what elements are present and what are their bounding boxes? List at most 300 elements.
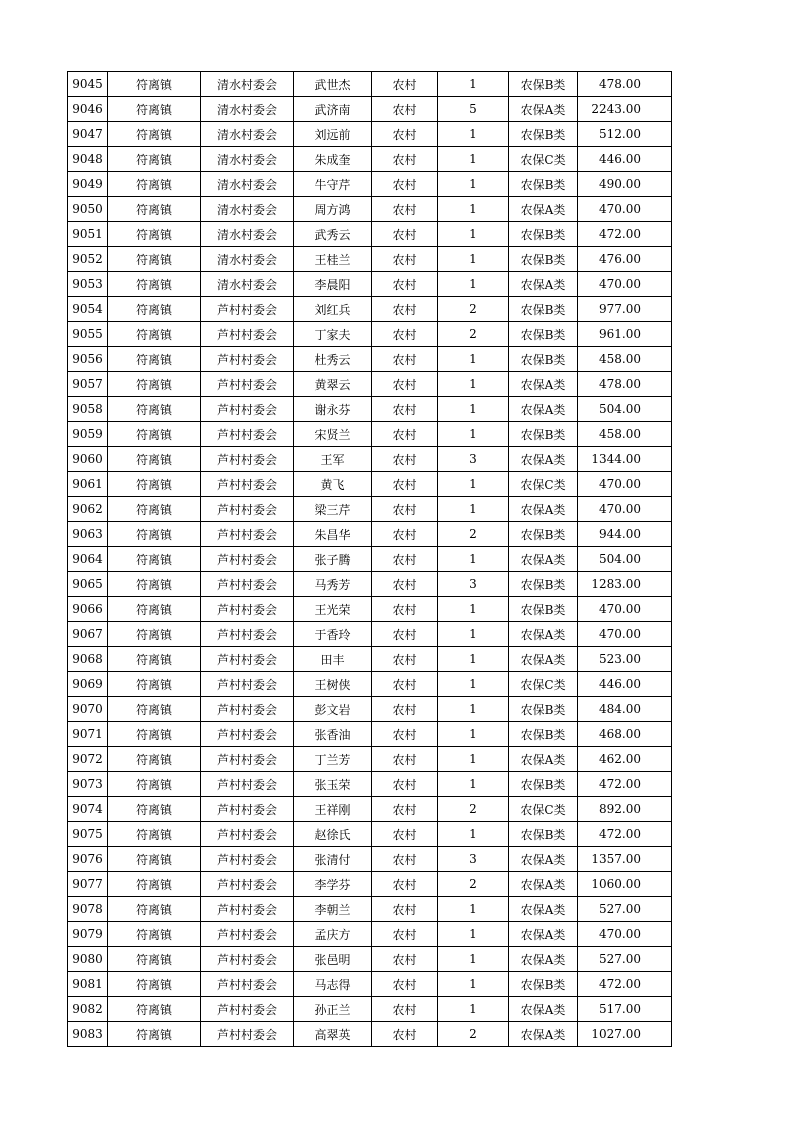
cell-name: 王祥刚 — [294, 797, 372, 822]
cell-amount: 470.00 — [578, 922, 672, 947]
table-row — [68, 272, 672, 297]
cell-count: 1 — [438, 647, 509, 672]
cell-amount: 472.00 — [578, 972, 672, 997]
cell-town: 符离镇 — [108, 222, 201, 247]
cell-name: 李朝兰 — [294, 897, 372, 922]
cell-id: 9081 — [68, 972, 108, 997]
cell-amount: 484.00 — [578, 697, 672, 722]
cell-id: 9083 — [68, 1022, 108, 1047]
cell-type: 农村 — [372, 97, 438, 122]
cell-type: 农村 — [372, 472, 438, 497]
cell-amount: 472.00 — [578, 822, 672, 847]
cell-town: 符离镇 — [108, 347, 201, 372]
cell-count: 1 — [438, 997, 509, 1022]
cell-type: 农村 — [372, 172, 438, 197]
cell-type: 农村 — [372, 322, 438, 347]
cell-count: 2 — [438, 872, 509, 897]
cell-amount: 468.00 — [578, 722, 672, 747]
table-row — [68, 147, 672, 172]
table-row — [68, 547, 672, 572]
cell-name: 李晨阳 — [294, 272, 372, 297]
cell-id: 9060 — [68, 447, 108, 472]
cell-type: 农村 — [372, 747, 438, 772]
cell-amount: 892.00 — [578, 797, 672, 822]
cell-id: 9048 — [68, 147, 108, 172]
cell-id: 9076 — [68, 847, 108, 872]
cell-category: 农保B类 — [509, 72, 578, 97]
cell-amount: 1357.00 — [578, 847, 672, 872]
cell-village: 芦村村委会 — [201, 847, 294, 872]
table-row — [68, 797, 672, 822]
cell-id: 9064 — [68, 547, 108, 572]
cell-type: 农村 — [372, 922, 438, 947]
cell-name: 王树侠 — [294, 672, 372, 697]
cell-category: 农保A类 — [509, 947, 578, 972]
cell-name: 马志得 — [294, 972, 372, 997]
cell-id: 9082 — [68, 997, 108, 1022]
cell-category: 农保A类 — [509, 897, 578, 922]
table-row — [68, 722, 672, 747]
cell-amount: 1283.00 — [578, 572, 672, 597]
cell-count: 1 — [438, 247, 509, 272]
cell-town: 符离镇 — [108, 522, 201, 547]
cell-count: 2 — [438, 322, 509, 347]
cell-type: 农村 — [372, 947, 438, 972]
cell-amount: 472.00 — [578, 772, 672, 797]
cell-category: 农保C类 — [509, 672, 578, 697]
cell-village: 芦村村委会 — [201, 972, 294, 997]
cell-category: 农保B类 — [509, 297, 578, 322]
cell-name: 张子腾 — [294, 547, 372, 572]
table-row — [68, 497, 672, 522]
cell-town: 符离镇 — [108, 572, 201, 597]
cell-village: 芦村村委会 — [201, 522, 294, 547]
cell-count: 1 — [438, 272, 509, 297]
cell-id: 9075 — [68, 822, 108, 847]
cell-town: 符离镇 — [108, 497, 201, 522]
table-row — [68, 772, 672, 797]
cell-town: 符离镇 — [108, 722, 201, 747]
table-row — [68, 397, 672, 422]
cell-count: 1 — [438, 122, 509, 147]
cell-village: 芦村村委会 — [201, 422, 294, 447]
cell-id: 9079 — [68, 922, 108, 947]
cell-name: 张清付 — [294, 847, 372, 872]
cell-type: 农村 — [372, 247, 438, 272]
cell-name: 武济南 — [294, 97, 372, 122]
table-row — [68, 422, 672, 447]
table-row — [68, 697, 672, 722]
cell-amount: 446.00 — [578, 147, 672, 172]
cell-name: 王军 — [294, 447, 372, 472]
cell-category: 农保C类 — [509, 147, 578, 172]
cell-town: 符离镇 — [108, 147, 201, 172]
cell-id: 9068 — [68, 647, 108, 672]
cell-type: 农村 — [372, 572, 438, 597]
cell-category: 农保A类 — [509, 272, 578, 297]
cell-village: 芦村村委会 — [201, 572, 294, 597]
cell-category: 农保C类 — [509, 472, 578, 497]
cell-count: 1 — [438, 597, 509, 622]
cell-town: 符离镇 — [108, 597, 201, 622]
cell-type: 农村 — [372, 522, 438, 547]
cell-village: 芦村村委会 — [201, 322, 294, 347]
cell-count: 5 — [438, 97, 509, 122]
table-row — [68, 572, 672, 597]
cell-amount: 512.00 — [578, 122, 672, 147]
cell-village: 芦村村委会 — [201, 647, 294, 672]
cell-count: 1 — [438, 472, 509, 497]
cell-category: 农保B类 — [509, 172, 578, 197]
table-row — [68, 447, 672, 472]
cell-category: 农保B类 — [509, 422, 578, 447]
cell-category: 农保C类 — [509, 797, 578, 822]
cell-town: 符离镇 — [108, 372, 201, 397]
cell-amount: 470.00 — [578, 472, 672, 497]
cell-category: 农保A类 — [509, 372, 578, 397]
cell-id: 9065 — [68, 572, 108, 597]
cell-count: 1 — [438, 422, 509, 447]
cell-amount: 472.00 — [578, 222, 672, 247]
cell-amount: 470.00 — [578, 497, 672, 522]
cell-category: 农保A类 — [509, 397, 578, 422]
cell-town: 符离镇 — [108, 897, 201, 922]
cell-name: 刘红兵 — [294, 297, 372, 322]
cell-village: 芦村村委会 — [201, 722, 294, 747]
cell-count: 1 — [438, 222, 509, 247]
cell-name: 高翠英 — [294, 1022, 372, 1047]
cell-id: 9067 — [68, 622, 108, 647]
cell-type: 农村 — [372, 347, 438, 372]
cell-category: 农保B类 — [509, 322, 578, 347]
cell-town: 符离镇 — [108, 97, 201, 122]
cell-category: 农保B类 — [509, 347, 578, 372]
cell-category: 农保B类 — [509, 722, 578, 747]
cell-village: 芦村村委会 — [201, 397, 294, 422]
cell-name: 丁兰芳 — [294, 747, 372, 772]
cell-category: 农保A类 — [509, 547, 578, 572]
cell-town: 符离镇 — [108, 197, 201, 222]
cell-category: 农保A类 — [509, 97, 578, 122]
cell-town: 符离镇 — [108, 297, 201, 322]
cell-id: 9056 — [68, 347, 108, 372]
cell-id: 9049 — [68, 172, 108, 197]
cell-count: 3 — [438, 572, 509, 597]
table-row — [68, 72, 672, 97]
cell-id: 9066 — [68, 597, 108, 622]
cell-count: 3 — [438, 847, 509, 872]
cell-id: 9051 — [68, 222, 108, 247]
cell-category: 农保A类 — [509, 497, 578, 522]
cell-name: 杜秀云 — [294, 347, 372, 372]
cell-town: 符离镇 — [108, 247, 201, 272]
table-row — [68, 472, 672, 497]
cell-amount: 523.00 — [578, 647, 672, 672]
cell-type: 农村 — [372, 72, 438, 97]
table-row — [68, 847, 672, 872]
cell-amount: 2243.00 — [578, 97, 672, 122]
cell-count: 1 — [438, 947, 509, 972]
cell-name: 黄飞 — [294, 472, 372, 497]
cell-category: 农保B类 — [509, 772, 578, 797]
cell-category: 农保B类 — [509, 572, 578, 597]
cell-amount: 458.00 — [578, 422, 672, 447]
cell-town: 符离镇 — [108, 972, 201, 997]
cell-name: 王光荣 — [294, 597, 372, 622]
cell-amount: 470.00 — [578, 622, 672, 647]
cell-amount: 470.00 — [578, 597, 672, 622]
cell-count: 1 — [438, 497, 509, 522]
cell-name: 宋贤兰 — [294, 422, 372, 447]
cell-name: 张香油 — [294, 722, 372, 747]
cell-town: 符离镇 — [108, 547, 201, 572]
table-row — [68, 622, 672, 647]
cell-id: 9058 — [68, 397, 108, 422]
cell-town: 符离镇 — [108, 122, 201, 147]
cell-village: 芦村村委会 — [201, 1022, 294, 1047]
cell-name: 梁三芹 — [294, 497, 372, 522]
cell-village: 芦村村委会 — [201, 472, 294, 497]
cell-category: 农保B类 — [509, 247, 578, 272]
cell-town: 符离镇 — [108, 797, 201, 822]
cell-type: 农村 — [372, 647, 438, 672]
cell-count: 1 — [438, 197, 509, 222]
cell-count: 1 — [438, 72, 509, 97]
cell-amount: 977.00 — [578, 297, 672, 322]
cell-type: 农村 — [372, 697, 438, 722]
cell-name: 牛守芹 — [294, 172, 372, 197]
cell-town: 符离镇 — [108, 322, 201, 347]
cell-id: 9062 — [68, 497, 108, 522]
cell-town: 符离镇 — [108, 1022, 201, 1047]
cell-id: 9057 — [68, 372, 108, 397]
table-row — [68, 172, 672, 197]
cell-count: 1 — [438, 897, 509, 922]
cell-count: 1 — [438, 772, 509, 797]
cell-name: 赵徐氏 — [294, 822, 372, 847]
cell-town: 符离镇 — [108, 997, 201, 1022]
cell-village: 芦村村委会 — [201, 797, 294, 822]
cell-type: 农村 — [372, 672, 438, 697]
cell-amount: 1344.00 — [578, 447, 672, 472]
cell-type: 农村 — [372, 497, 438, 522]
table-row — [68, 97, 672, 122]
cell-count: 2 — [438, 1022, 509, 1047]
table-row — [68, 197, 672, 222]
cell-count: 1 — [438, 397, 509, 422]
cell-village: 芦村村委会 — [201, 622, 294, 647]
table-row — [68, 122, 672, 147]
cell-category: 农保A类 — [509, 847, 578, 872]
cell-amount: 446.00 — [578, 672, 672, 697]
cell-id: 9078 — [68, 897, 108, 922]
cell-category: 农保B类 — [509, 697, 578, 722]
cell-town: 符离镇 — [108, 847, 201, 872]
cell-village: 芦村村委会 — [201, 547, 294, 572]
cell-town: 符离镇 — [108, 872, 201, 897]
cell-category: 农保B类 — [509, 222, 578, 247]
cell-type: 农村 — [372, 272, 438, 297]
table-body — [68, 72, 672, 1047]
cell-type: 农村 — [372, 197, 438, 222]
table-row — [68, 372, 672, 397]
cell-type: 农村 — [372, 722, 438, 747]
cell-town: 符离镇 — [108, 422, 201, 447]
table-row — [68, 872, 672, 897]
table-row — [68, 522, 672, 547]
table-row — [68, 222, 672, 247]
cell-id: 9059 — [68, 422, 108, 447]
cell-name: 田丰 — [294, 647, 372, 672]
cell-name: 孙正兰 — [294, 997, 372, 1022]
cell-village: 清水村委会 — [201, 97, 294, 122]
cell-name: 武世杰 — [294, 72, 372, 97]
cell-amount: 527.00 — [578, 897, 672, 922]
table-row — [68, 297, 672, 322]
cell-count: 1 — [438, 547, 509, 572]
cell-name: 朱昌华 — [294, 522, 372, 547]
cell-village: 芦村村委会 — [201, 447, 294, 472]
cell-name: 张邑明 — [294, 947, 372, 972]
cell-id: 9072 — [68, 747, 108, 772]
cell-village: 芦村村委会 — [201, 822, 294, 847]
cell-count: 1 — [438, 172, 509, 197]
cell-amount: 961.00 — [578, 322, 672, 347]
cell-town: 符离镇 — [108, 747, 201, 772]
cell-category: 农保A类 — [509, 747, 578, 772]
cell-type: 农村 — [372, 972, 438, 997]
cell-category: 农保B类 — [509, 522, 578, 547]
table-row — [68, 347, 672, 372]
cell-id: 9077 — [68, 872, 108, 897]
cell-count: 1 — [438, 672, 509, 697]
cell-type: 农村 — [372, 597, 438, 622]
table-row — [68, 597, 672, 622]
cell-category: 农保A类 — [509, 622, 578, 647]
cell-name: 朱成奎 — [294, 147, 372, 172]
cell-type: 农村 — [372, 222, 438, 247]
cell-name: 马秀芳 — [294, 572, 372, 597]
cell-amount: 458.00 — [578, 347, 672, 372]
cell-count: 2 — [438, 297, 509, 322]
data-table — [67, 71, 672, 1047]
cell-village: 清水村委会 — [201, 72, 294, 97]
cell-village: 清水村委会 — [201, 172, 294, 197]
cell-type: 农村 — [372, 122, 438, 147]
cell-type: 农村 — [372, 797, 438, 822]
cell-category: 农保A类 — [509, 1022, 578, 1047]
cell-village: 芦村村委会 — [201, 922, 294, 947]
cell-town: 符离镇 — [108, 447, 201, 472]
cell-id: 9070 — [68, 697, 108, 722]
cell-amount: 517.00 — [578, 997, 672, 1022]
cell-name: 彭文岩 — [294, 697, 372, 722]
cell-town: 符离镇 — [108, 822, 201, 847]
cell-town: 符离镇 — [108, 397, 201, 422]
cell-count: 1 — [438, 747, 509, 772]
cell-count: 1 — [438, 372, 509, 397]
cell-village: 清水村委会 — [201, 222, 294, 247]
cell-category: 农保B类 — [509, 597, 578, 622]
cell-id: 9074 — [68, 797, 108, 822]
cell-town: 符离镇 — [108, 72, 201, 97]
cell-count: 2 — [438, 522, 509, 547]
cell-type: 农村 — [372, 422, 438, 447]
cell-name: 武秀云 — [294, 222, 372, 247]
cell-category: 农保A类 — [509, 447, 578, 472]
cell-count: 1 — [438, 722, 509, 747]
cell-id: 9047 — [68, 122, 108, 147]
cell-id: 9046 — [68, 97, 108, 122]
cell-village: 清水村委会 — [201, 147, 294, 172]
cell-type: 农村 — [372, 447, 438, 472]
cell-type: 农村 — [372, 622, 438, 647]
cell-amount: 527.00 — [578, 947, 672, 972]
cell-village: 清水村委会 — [201, 247, 294, 272]
cell-count: 1 — [438, 622, 509, 647]
cell-id: 9054 — [68, 297, 108, 322]
cell-count: 1 — [438, 697, 509, 722]
cell-type: 农村 — [372, 297, 438, 322]
cell-category: 农保A类 — [509, 197, 578, 222]
cell-amount: 462.00 — [578, 747, 672, 772]
cell-id: 9080 — [68, 947, 108, 972]
cell-amount: 1060.00 — [578, 872, 672, 897]
cell-count: 1 — [438, 822, 509, 847]
cell-category: 农保B类 — [509, 122, 578, 147]
cell-id: 9069 — [68, 672, 108, 697]
cell-amount: 470.00 — [578, 197, 672, 222]
cell-town: 符离镇 — [108, 647, 201, 672]
cell-name: 张玉荣 — [294, 772, 372, 797]
cell-town: 符离镇 — [108, 622, 201, 647]
cell-town: 符离镇 — [108, 172, 201, 197]
cell-amount: 504.00 — [578, 397, 672, 422]
table-row — [68, 897, 672, 922]
table-row — [68, 322, 672, 347]
cell-id: 9061 — [68, 472, 108, 497]
cell-id: 9045 — [68, 72, 108, 97]
cell-type: 农村 — [372, 997, 438, 1022]
cell-id: 9050 — [68, 197, 108, 222]
cell-town: 符离镇 — [108, 472, 201, 497]
cell-village: 清水村委会 — [201, 197, 294, 222]
cell-village: 芦村村委会 — [201, 747, 294, 772]
cell-amount: 504.00 — [578, 547, 672, 572]
table-row — [68, 922, 672, 947]
cell-id: 9063 — [68, 522, 108, 547]
cell-town: 符离镇 — [108, 697, 201, 722]
cell-name: 于香玲 — [294, 622, 372, 647]
cell-name: 丁家夫 — [294, 322, 372, 347]
cell-village: 芦村村委会 — [201, 347, 294, 372]
table-row — [68, 672, 672, 697]
cell-village: 芦村村委会 — [201, 497, 294, 522]
cell-village: 芦村村委会 — [201, 947, 294, 972]
cell-type: 农村 — [372, 872, 438, 897]
table-row — [68, 1022, 672, 1047]
cell-type: 农村 — [372, 397, 438, 422]
cell-type: 农村 — [372, 547, 438, 572]
cell-name: 刘远前 — [294, 122, 372, 147]
cell-village: 清水村委会 — [201, 272, 294, 297]
cell-count: 2 — [438, 797, 509, 822]
cell-amount: 944.00 — [578, 522, 672, 547]
cell-town: 符离镇 — [108, 672, 201, 697]
cell-town: 符离镇 — [108, 922, 201, 947]
cell-name: 李学芬 — [294, 872, 372, 897]
table-row — [68, 997, 672, 1022]
